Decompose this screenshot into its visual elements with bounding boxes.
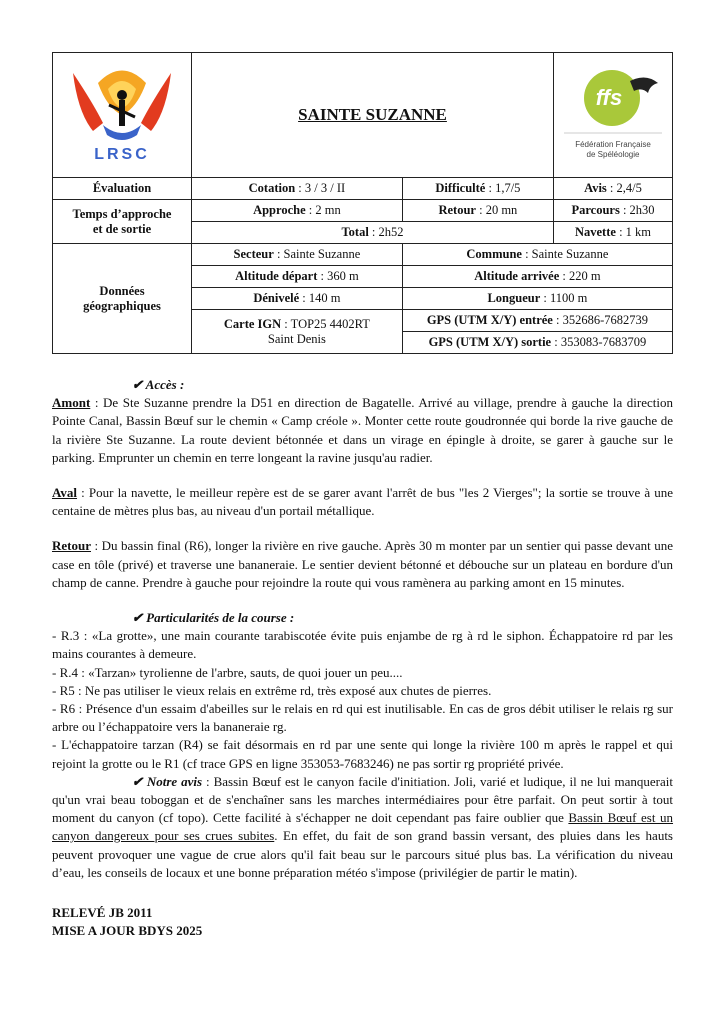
aval-paragraph: Aval : Pour la navette, le meilleur repère est de se garer avant l'arrêt de bus "les 2 Vierges"; la sortie se trouve à une centaine de mètres plus bas, au niveau d'un portail métallique. (52, 485, 673, 519)
retour-cell: Retour : 20 mn (402, 200, 553, 222)
particularite-item: - R.3 : «La grotte», une main courante tarabiscotée évite puis enjambe de rg à rd le siphon. Échappatoire rd par les mains courantes à demeure. (52, 628, 673, 662)
navette-cell: Navette : 1 km (554, 222, 673, 244)
gps-entree-cell: GPS (UTM X/Y) entrée : 352686-7682739 (402, 310, 672, 332)
document-body (52, 376, 673, 940)
footer-releve: RELEVÉ JB 2011 (52, 905, 153, 921)
avis-paragraph: ✔ Notre avis : Bassin Bœuf est le canyon facile d'initiation. Joli, varié et ludique, il ne lui manquerait qu'un vrai beau toboggan et de s'enchaîner sans les marches intermédiaires pour être parfait. On peut sortir à tout moment du canyon (cf topo). Cette facilité à s'échapper ne doit cependant pas faire oublier que Bassin Bœuf est un canyon dangereux pour ses crues subites. En effet, du fait de son grand bassin versant, des pluies dans les hauts peuvent provoquer une vague de crue alors qu'il fait beau sur le parcours situé plus bas. La vérification du niveau d’eau, les conseils de locaux et une bonne préparation météo s'impose (privilégier de partir le matin). (52, 773, 674, 880)
altitude-arrivee-cell: Altitude arrivée : 220 m (402, 266, 672, 288)
svg-text:Fédération Française: Fédération Française (575, 140, 651, 149)
ffs-logo-icon (554, 53, 672, 173)
commune-cell: Commune : Sainte Suzanne (402, 244, 672, 266)
cotation-cell: Cotation : 3 / 3 / II (192, 178, 403, 200)
retour-paragraph: Retour : Du bassin final (R6), longer la rivière en rive gauche. Après 30 m monter par un sentier qui passe devant une case en tôle (privé) et traverse une bananeraie. Le sentier devient bétonné et débouche sur un plateau en bordure d'un champ de canne. Prendre à gauche pour rejoindre la route qui vous ramènera au parking amont en 15 minutes. (52, 538, 673, 590)
svg-text:de Spéléologie: de Spéléologie (586, 150, 640, 159)
particularite-item: - R6 : Présence d'un essaim d'abeilles sur le relais en rd qui est inutilisable. En cas de gros débit utiliser le relais rg sur arbre ou l’échappatoire vers la bananeraie rg. (52, 701, 673, 735)
altitude-depart-cell: Altitude départ : 360 m (192, 266, 403, 288)
footer-mise-a-jour: MISE A JOUR BDYS 2025 (52, 923, 203, 939)
longueur-cell: Longueur : 1100 m (402, 288, 672, 310)
total-cell: Total : 2h52 (192, 222, 554, 244)
lrsc-logo-icon (53, 53, 191, 173)
particularites-heading: ✔ Particularités de la course : (132, 610, 295, 626)
carte-ign-cell: Carte IGN : TOP25 4402RT Saint Denis (192, 310, 403, 354)
acces-heading: ✔ Accès : (132, 377, 185, 392)
particularite-item: - R5 : Ne pas utiliser le vieux relais en extrême rd, très exposé aux chutes de pierres. (52, 682, 492, 698)
geo-label: Données géographiques (53, 244, 192, 354)
lrsc-logo-cell (53, 53, 192, 178)
amont-paragraph: Amont : De Ste Suzanne prendre la D51 en direction de Bagatelle. Arrivé au village, prendre à gauche la direction Pointe Canal, Bassin Bœuf sur le chemin « Camp créole ». Monter cette route goudronnée qui borde la rive gauche de la rivière Ste Suzanne. La route devient bétonnée et dans un virage en épingle à droite, se garer à gauche sur le parking. Emprunter un chemin en terre longeant la ravine jusqu'au radier. (52, 395, 673, 465)
temps-label: Temps d’approche et de sortie (53, 200, 192, 244)
difficulte-cell: Difficulté : 1,7/5 (402, 178, 553, 200)
approche-cell: Approche : 2 mn (192, 200, 403, 222)
denivele-cell: Dénivelé : 140 m (192, 288, 403, 310)
parcours-cell: Parcours : 2h30 (554, 200, 673, 222)
particularite-item: - R.4 : «Tarzan» tyrolienne de l'arbre, sauts, de quoi jouer un peu.... (52, 664, 403, 680)
avis-cell: Avis : 2,4/5 (554, 178, 673, 200)
secteur-cell: Secteur : Sainte Suzanne (192, 244, 403, 266)
gps-sortie-cell: GPS (UTM X/Y) sortie : 353083-7683709 (402, 332, 672, 354)
particularite-item: - L'échappatoire tarzan (R4) se fait désormais en rd par une sente qui longe la rivière 100 m après le rappel et qui rejoint la grotte ou le R1 (cf trace GPS en ligne 353053-7683246) ne pas sortir rg propriété privée. (52, 737, 673, 771)
svg-text:LRSC: LRSC (94, 146, 150, 163)
title-cell (192, 53, 554, 178)
page-title: SAINTE SUZANNE (298, 105, 447, 124)
info-table (52, 52, 673, 354)
svg-text:ffs: ffs (595, 85, 623, 110)
eval-label: Évaluation (53, 178, 192, 200)
ffs-logo-cell (554, 53, 673, 178)
